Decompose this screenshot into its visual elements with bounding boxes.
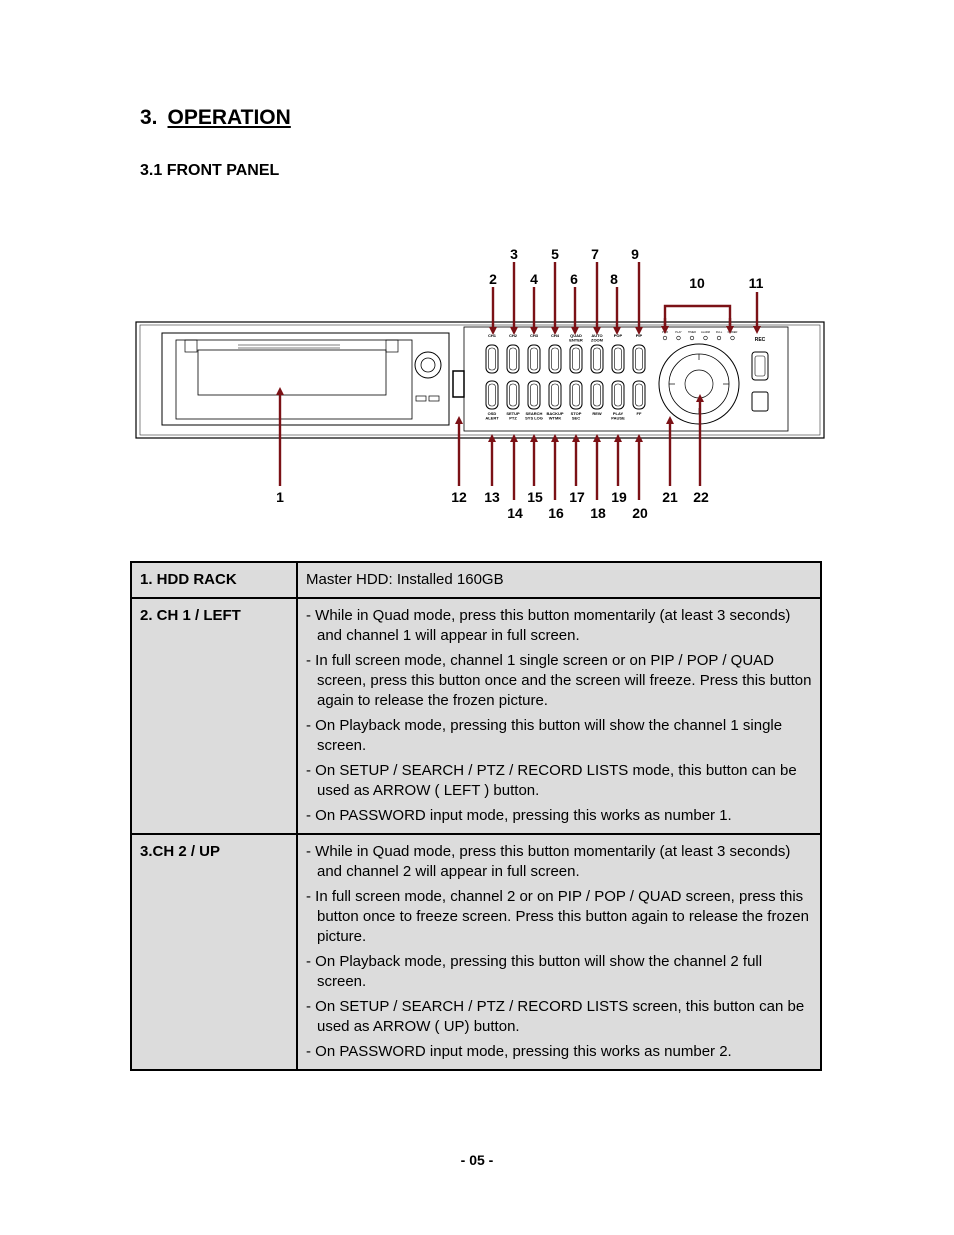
callout-number: 3 bbox=[510, 246, 518, 262]
callout-number: 8 bbox=[610, 271, 618, 287]
bottom-button-label: BACKUP WTMK bbox=[546, 411, 564, 421]
callout-number: 21 bbox=[662, 489, 678, 505]
callout-number: 7 bbox=[591, 246, 599, 262]
table-row bbox=[131, 598, 821, 834]
list-item: - On Playback mode, pressing this button will show the channel 1 single screen. bbox=[306, 717, 783, 754]
rec-label: REC bbox=[754, 337, 766, 343]
top-button-label: PIP bbox=[635, 333, 643, 338]
row-value-text: Master HDD: Installed 160GB bbox=[306, 571, 504, 588]
callout-number: 1 bbox=[276, 489, 284, 505]
list-item: - On SETUP / SEARCH / PTZ / RECORD LISTS screen, this button can be used as ARROW ( UP) button. bbox=[306, 998, 805, 1035]
list-item: - In full screen mode, channel 2 or on PIP / POP / QUAD screen, press this button once to freeze screen. Press this button again to release the frozen picture. bbox=[306, 888, 809, 945]
callout-number: 5 bbox=[551, 246, 559, 262]
table-row bbox=[131, 834, 821, 1070]
list-item: - On SETUP / SEARCH / PTZ / RECORD LISTS mode, this button can be used as ARROW ( LEFT ) button. bbox=[306, 762, 797, 799]
bottom-button-label: SEARCH SYS LOG bbox=[525, 411, 543, 421]
top-button-label: CH1 bbox=[487, 333, 497, 338]
bottom-button-label: FF bbox=[636, 411, 642, 416]
callout-number: 22 bbox=[693, 489, 709, 505]
top-button-label: POP bbox=[613, 333, 623, 338]
top-button-label: CH3 bbox=[529, 333, 539, 338]
row-value bbox=[297, 834, 821, 1070]
section-number: 3. bbox=[140, 106, 158, 129]
callout-number: 12 bbox=[451, 489, 467, 505]
subsection-heading: 3.1 FRONT PANEL bbox=[140, 162, 280, 179]
callout-number: 11 bbox=[748, 275, 764, 291]
top-button-label: AUTO ZOOM bbox=[591, 333, 603, 343]
list-item: - On Playback mode, pressing this button will show the channel 2 full screen. bbox=[306, 953, 763, 990]
top-button-label: CH2 bbox=[508, 333, 518, 338]
callout-number: 2 bbox=[489, 271, 497, 287]
led-label: FULL bbox=[715, 331, 723, 334]
row-key: 2. CH 1 / LEFT bbox=[131, 598, 297, 834]
front-panel-figure bbox=[0, 0, 954, 540]
led-label: ALARM bbox=[701, 331, 710, 334]
table-row bbox=[131, 562, 821, 598]
led-label: TIMER bbox=[687, 331, 697, 334]
top-button-label: QUAD ENTER bbox=[569, 333, 583, 343]
list-item: - On PASSWORD input mode, pressing this works as number 2. bbox=[306, 1043, 732, 1060]
row-key: 1. HDD RACK bbox=[131, 562, 297, 598]
callout-number: 14 bbox=[507, 505, 523, 521]
callout-number: 18 bbox=[590, 505, 606, 521]
page-number: - 05 - bbox=[460, 1152, 494, 1168]
led-label: PWR bbox=[661, 331, 669, 334]
bottom-button-label: STOP SEC bbox=[570, 411, 582, 421]
list-item: - While in Quad mode, press this button momentarily (at least 3 seconds) and channel 1 will appear in full screen. bbox=[306, 607, 791, 644]
spec-table bbox=[130, 561, 822, 1071]
row-key: 3.CH 2 / UP bbox=[131, 834, 297, 1070]
led-label: PLAY bbox=[675, 331, 682, 334]
callout-number: 16 bbox=[548, 505, 564, 521]
usb-port bbox=[453, 371, 464, 397]
bottom-button-label: OSD ALERT bbox=[485, 411, 499, 421]
callout-number: 10 bbox=[689, 275, 705, 291]
dvr-device-drawing bbox=[136, 322, 824, 438]
led-label: POWER bbox=[727, 331, 738, 334]
list-item: - While in Quad mode, press this button momentarily (at least 3 seconds) and channel 2 will appear in full screen. bbox=[306, 843, 791, 880]
callout-number: 13 bbox=[484, 489, 500, 505]
list-item: - In full screen mode, channel 1 single screen or on PIP / POP / QUAD screen, press this button once and the screen will freeze. Press this button again to release the frozen picture. bbox=[306, 652, 812, 709]
bottom-button-label: PLAY PAUSE bbox=[611, 411, 625, 421]
callout-number: 6 bbox=[570, 271, 578, 287]
row-value bbox=[297, 598, 821, 834]
callout-number: 15 bbox=[527, 489, 543, 505]
top-button-label: CH4 bbox=[550, 333, 560, 338]
list-item: - On PASSWORD input mode, pressing this works as number 1. bbox=[306, 807, 732, 824]
row-value bbox=[297, 562, 821, 598]
callout-number: 17 bbox=[569, 489, 585, 505]
callout-number: 4 bbox=[530, 271, 538, 287]
callout-number: 20 bbox=[632, 505, 648, 521]
section-title: OPERATION bbox=[167, 106, 291, 129]
bottom-button-label: SETUP PTZ bbox=[506, 411, 520, 421]
bottom-button-label: REW bbox=[592, 411, 602, 416]
callout-number: 9 bbox=[631, 246, 639, 262]
callout-number: 19 bbox=[611, 489, 627, 505]
